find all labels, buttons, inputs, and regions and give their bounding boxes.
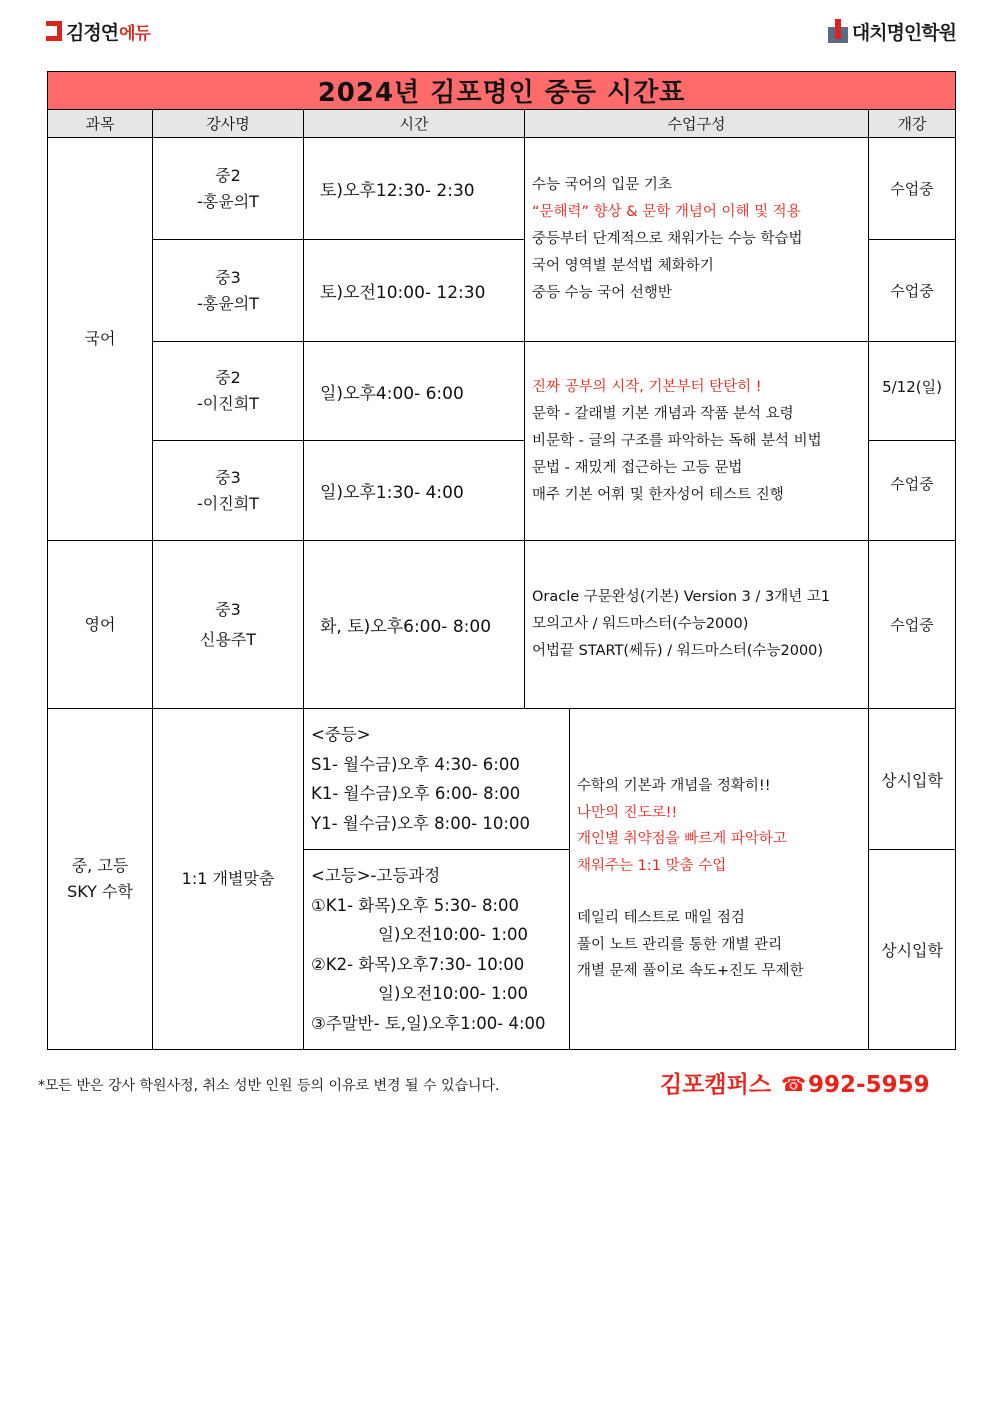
open-status: 상시입학 <box>869 709 956 850</box>
teacher-cell: 1:1 개별맞춤 <box>153 709 304 1050</box>
curriculum-line-highlight: 개인별 취약점을 빠르게 파악하고 <box>577 831 787 848</box>
subject-math-line1: 중, 고등 <box>71 856 129 875</box>
class-time: 일)오후4:00- 6:00 <box>304 342 525 441</box>
curriculum-line: 수학의 기본과 개념을 정확히!! <box>577 778 771 795</box>
curriculum-line: 매주 기본 어휘 및 한자성어 테스트 진행 <box>532 486 784 503</box>
curriculum-line: 데일리 테스트로 매일 점검 <box>577 910 745 927</box>
col-header-teacher: 강사명 <box>153 110 304 138</box>
class-time: 토)오후12:30- 2:30 <box>304 138 525 240</box>
curriculum-line: 국어 영역별 분석법 체화하기 <box>532 258 714 274</box>
teacher-cell <box>153 541 304 709</box>
schedule-line: Y1- 월수금)오후 8:00- 10:00 <box>311 813 530 833</box>
schedule-line: S1- 월수금)오후 4:30- 6:00 <box>311 754 520 774</box>
teacher-grade: 중2 <box>215 165 241 185</box>
timetable <box>47 71 956 1050</box>
english-curriculum <box>525 541 869 709</box>
col-header-curriculum: 수업구성 <box>525 110 869 138</box>
teacher-cell <box>153 138 304 240</box>
curriculum-line: 개별 문제 풀이로 속도+진도 무제한 <box>577 963 804 980</box>
schedule-line: ②K2- 화목)오후7:30- 10:00 <box>311 954 525 974</box>
open-status: 수업중 <box>869 240 956 342</box>
curriculum-line: 모의고사 / 워드마스터(수능2000) <box>532 616 749 632</box>
teacher-grade: 중2 <box>215 368 241 387</box>
teacher-grade: 중3 <box>215 599 241 619</box>
teacher-name: -홍윤의T <box>197 191 259 211</box>
open-status: 수업중 <box>869 441 956 541</box>
open-status: 수업중 <box>869 138 956 240</box>
col-header-time: 시간 <box>304 110 525 138</box>
brand-left-name: 김정연 <box>66 21 119 44</box>
schedule-heading: <고등>-고등과정 <box>311 866 441 885</box>
schedule-line: 일)오전10:00- 1:00 <box>378 984 529 1003</box>
campus-name: 김포캠퍼스 <box>660 1072 772 1098</box>
curriculum-line: 문법 - 재밌게 접근하는 고등 문법 <box>532 459 743 476</box>
brand-left-suffix: 에듀 <box>119 23 150 44</box>
curriculum-spacer <box>577 879 868 905</box>
schedule-line: ①K1- 화목)오후 5:30- 8:00 <box>311 895 520 915</box>
subject-math <box>48 709 153 1050</box>
teacher-cell <box>153 240 304 342</box>
subject-korean: 국어 <box>48 138 153 541</box>
campus-phone: 992-5959 <box>808 1072 930 1098</box>
col-header-subject: 과목 <box>48 110 153 138</box>
curriculum-line: Oracle 구문완성(기본) Version 3 / 3개년 고1 <box>532 589 831 605</box>
korean-curriculum-2 <box>525 342 869 541</box>
timetable-title: 2024년 김포명인 중등 시간표 <box>48 72 956 110</box>
teacher-grade: 중3 <box>215 467 241 487</box>
curriculum-line: 중등부터 단계적으로 채워가는 수능 학습법 <box>532 231 803 247</box>
schedule-line: K1- 월수금)오후 6:00- 8:00 <box>311 784 521 803</box>
footnote: *모든 반은 강사 학원사정, 취소 성반 인원 등의 이유로 변경 될 수 있습니다. <box>38 1078 500 1094</box>
open-status: 5/12(일) <box>869 342 956 441</box>
brand-logo-left <box>46 16 150 46</box>
schedule-line: ③주말반- 토,일)오후1:00- 4:00 <box>311 1013 546 1033</box>
curriculum-line: 문학 - 갈래별 기본 개념과 작품 분석 요령 <box>532 405 794 422</box>
curriculum-line-highlight: 채워주는 1:1 맞춤 수업 <box>577 857 727 874</box>
brand-mark-icon <box>46 21 62 41</box>
teacher-cell <box>153 342 304 441</box>
brand-logo-right <box>828 16 956 46</box>
math-curriculum <box>570 709 869 1050</box>
curriculum-line-highlight: 나만의 진도로!! <box>577 804 678 821</box>
open-status: 상시입학 <box>869 850 956 1050</box>
brand-right-name: 대치명인학원 <box>851 21 956 44</box>
teacher-cell <box>153 441 304 541</box>
class-time: 일)오후1:30- 4:00 <box>304 441 525 541</box>
math-middle-schedule <box>304 709 570 850</box>
subject-english: 영어 <box>48 541 153 709</box>
schedule-heading: <중등> <box>311 725 371 744</box>
curriculum-line: 어법끝 START(쎄듀) / 워드마스터(수능2000) <box>532 643 824 659</box>
curriculum-line: 수능 국어의 입문 기초 <box>532 177 672 193</box>
col-header-open: 개강 <box>869 110 956 138</box>
curriculum-line: 중등 수능 국어 선행반 <box>532 285 672 301</box>
teacher-grade: 중3 <box>215 267 241 287</box>
class-time: 토)오전10:00- 12:30 <box>304 240 525 342</box>
open-status: 수업중 <box>869 541 956 709</box>
subject-math-line2: SKY 수학 <box>67 882 133 901</box>
curriculum-line-highlight: “문해력” 향상 & 문학 개념어 이해 및 적용 <box>532 204 801 220</box>
schedule-line: 일)오전10:00- 1:00 <box>378 925 529 944</box>
math-high-schedule <box>304 850 570 1050</box>
class-time: 화, 토)오후6:00- 8:00 <box>304 541 525 709</box>
curriculum-line: 비문학 - 글의 구조를 파악하는 독해 분석 비법 <box>532 432 822 449</box>
curriculum-line-highlight: 진짜 공부의 시작, 기본부터 탄탄히 ! <box>532 378 762 395</box>
teacher-name: -이진희T <box>197 394 259 413</box>
teacher-name: 신용주T <box>199 629 257 649</box>
campus-contact <box>660 1066 930 1099</box>
academy-mark-icon <box>828 19 848 43</box>
curriculum-line: 풀이 노트 관리를 통한 개별 관리 <box>577 936 783 953</box>
telephone-icon: ☎ <box>781 1072 807 1096</box>
korean-curriculum-1 <box>525 138 869 342</box>
teacher-name: -이진희T <box>197 493 259 513</box>
teacher-name: -홍윤의T <box>197 293 259 313</box>
